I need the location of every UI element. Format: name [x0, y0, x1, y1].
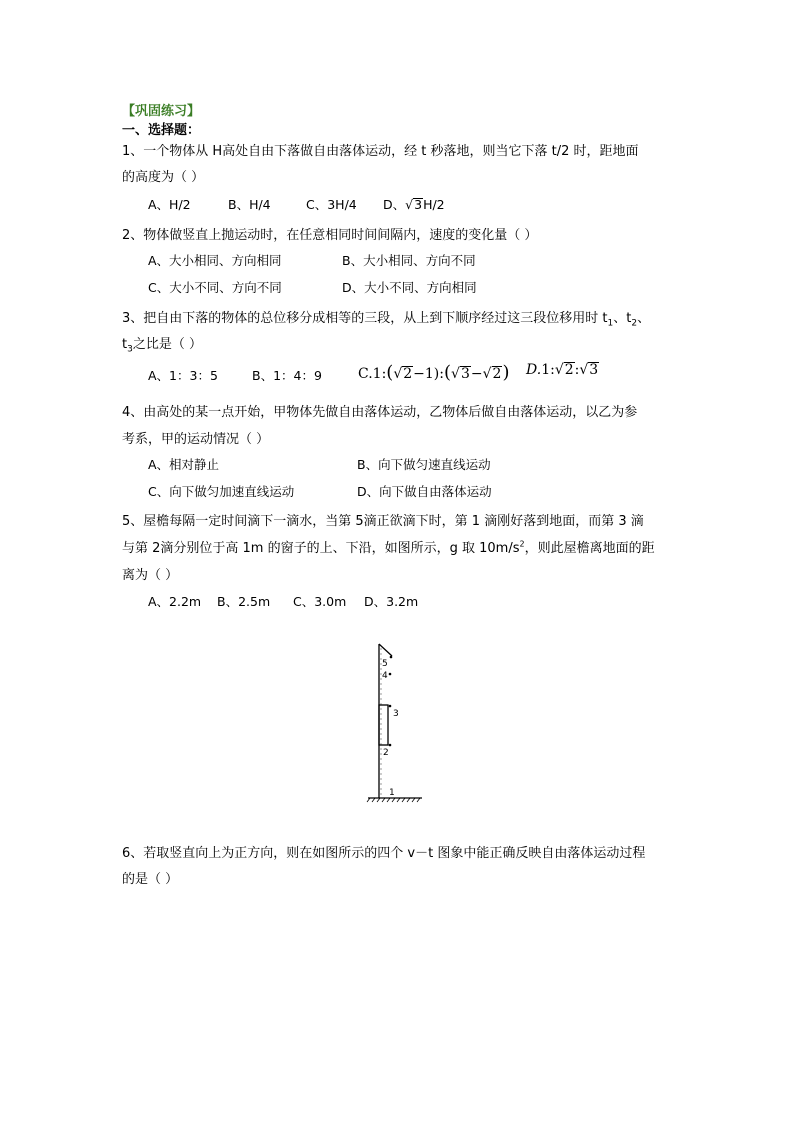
question-4-line-1: 4、由高处的某一点开始，甲物体先做自由落体运动，乙物体后做自由落体运动，以乙为参 — [122, 405, 638, 420]
question-1-line-2: 的高度为（ ） — [122, 170, 205, 185]
q1-option-a: A、H/2 — [148, 197, 191, 212]
question-6-line-2: 的是（ ） — [122, 872, 179, 887]
q5-option-c: C、3.0m — [293, 594, 347, 609]
drop-label-4: 4 — [382, 671, 388, 681]
q1-option-b: B、H/4 — [228, 197, 271, 212]
question-3-line-2: $t_3$之比是（ ） — [122, 337, 202, 355]
q3-option-b: B、1：4：9 — [252, 368, 322, 383]
drop-4 — [389, 673, 392, 676]
q4-option-a: A、相对静止 — [148, 457, 220, 472]
drop-label-1: 1 — [389, 788, 395, 798]
q1-option-c: C、3H/4 — [306, 197, 357, 212]
question-5-line-1: 5、屋檐每隔一定时间滴下一滴水，当第 5滴正欲滴下时，第 1 滴刚好落到地面，而第 3 滴 — [122, 514, 644, 529]
q2-option-c: C、大小不同、方向不同 — [148, 280, 282, 295]
drop-2 — [389, 744, 392, 747]
question-4-line-2: 考系，甲的运动情况（ ） — [122, 432, 270, 447]
window-frame — [379, 705, 388, 745]
drop-label-2: 2 — [383, 748, 389, 758]
q3-option-a: A、1：3：5 — [148, 368, 218, 383]
section-title: 【巩固练习】 — [122, 104, 201, 119]
question-3-line-1: 3、把自由下落的物体的总位移分成相等的三段，从上到下顺序经过这三段位移用时 $t_1$、$t_2$、 — [122, 311, 651, 329]
q3-option-c: C.1:(√2−1):(√3−√2) — [358, 362, 510, 383]
q2-option-b: B、大小相同、方向不同 — [342, 253, 476, 268]
q4-option-d: D、向下做自由落体运动 — [357, 484, 492, 499]
section-subtitle: 一、选择题： — [122, 123, 201, 138]
q2-option-d: D、大小不同、方向相同 — [342, 280, 477, 295]
q5-option-d: D、3.2m — [364, 594, 419, 609]
drop-3 — [389, 705, 392, 708]
q4-option-b: B、向下做匀速直线运动 — [357, 457, 491, 472]
question-5-line-3: 离为（ ） — [122, 568, 179, 583]
eave-water-drop-figure — [360, 640, 430, 805]
q3-option-d: D.1:√2:√3 — [526, 362, 599, 378]
q5-option-a: A、2.2m — [148, 594, 202, 609]
drop-label-3: 3 — [393, 709, 399, 719]
question-6-line-1: 6、若取竖直向上为正方向，则在如图所示的四个 v－t 图象中能正确反映自由落体运动过程 — [122, 846, 646, 861]
question-5-line-2: 与第 2滴分别位于高 1m 的窗子的上、下沿，如图所示，g 取 $10m/s^2$，则此屋檐离地面的距 — [122, 539, 655, 556]
q4-option-c: C、向下做匀加速直线运动 — [148, 484, 295, 499]
q1-option-d: D、√3H/2 — [383, 197, 445, 212]
drop-label-5: 5 — [382, 659, 388, 669]
question-2-line-1: 2、物体做竖直上抛运动时，在任意相同时间间隔内，速度的变化量（ ） — [122, 228, 538, 243]
q2-option-a: A、大小相同、方向相同 — [148, 253, 282, 268]
q5-option-b: B、2.5m — [217, 594, 271, 609]
question-1-line-1: 1、一个物体从 H高处自由下落做自由落体运动，经 t 秒落地，则当它下落 t/2 时，距地面 — [122, 144, 639, 159]
drop-5 — [390, 656, 393, 659]
